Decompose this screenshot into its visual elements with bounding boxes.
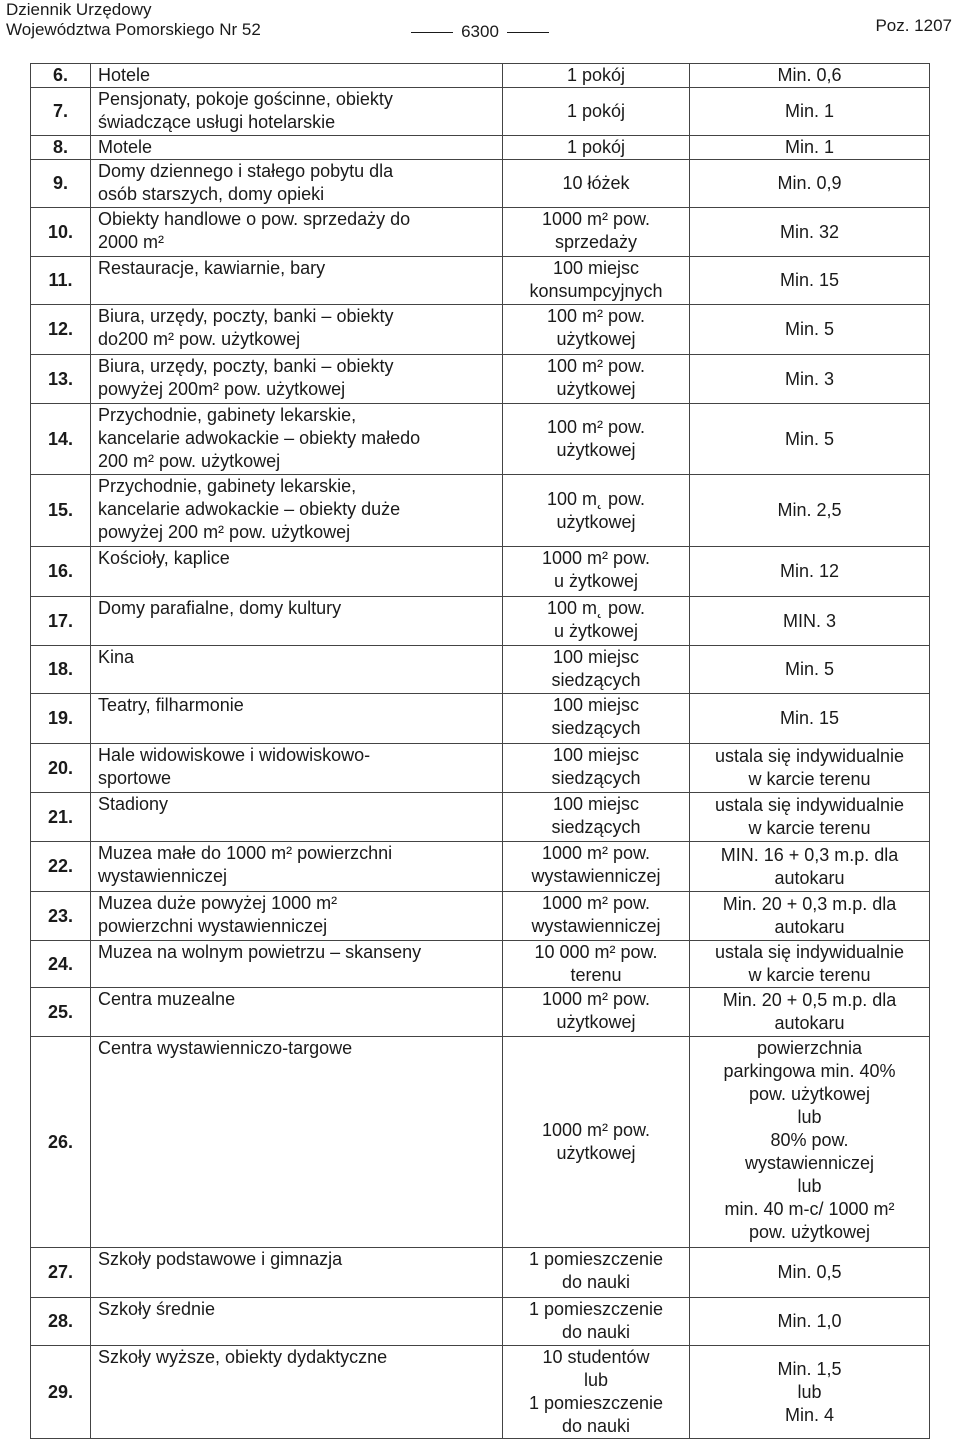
- row-reference-unit: [503, 793, 690, 842]
- row-parking-norm: [690, 1248, 930, 1298]
- table-body: [31, 64, 930, 1439]
- row-reference-unit: [503, 892, 690, 941]
- row-reference-unit-text: 1000 m² pow. sprzedaży: [541, 209, 651, 252]
- row-number: [31, 744, 91, 793]
- row-object-type-text: Kościoły, kaplice: [98, 548, 230, 568]
- row-number: [31, 475, 91, 547]
- row-parking-norm-text: Min. 20 + 0,5 m.p. dla autokaru: [722, 990, 897, 1033]
- row-reference-unit-text: 1000 m² pow. wystawienniczej: [531, 893, 661, 936]
- dash-right: [507, 32, 549, 33]
- row-parking-norm-text: Min. 1: [784, 137, 835, 157]
- row-reference-unit-text: 10 studentów lub 1 pomieszczenie do nauki: [528, 1347, 664, 1436]
- row-reference-unit: [503, 547, 690, 597]
- row-object-type: [91, 208, 503, 257]
- row-parking-norm-text: Min. 2,5: [777, 500, 842, 520]
- row-object-type-text: Pensjonaty, pokoje gościnne, obiekty świadczące usługi hotelarskie: [98, 89, 393, 132]
- table-row: [31, 160, 930, 208]
- row-object-type-text: Centra wystawienniczo-targowe: [98, 1038, 353, 1058]
- row-number: [31, 305, 91, 355]
- row-object-type-text: Muzea małe do 1000 m² powierzchni wystawienniczej: [98, 843, 393, 886]
- row-parking-norm: [690, 941, 930, 988]
- table-row: [31, 355, 930, 404]
- row-object-type: [91, 64, 503, 88]
- row-object-type-text: Szkoły podstawowe i gimnazja: [98, 1249, 343, 1269]
- row-parking-norm-text: ustala się indywidualnie w karcie terenu: [714, 942, 905, 985]
- row-reference-unit-text: 1 pomieszczenie do nauki: [528, 1299, 664, 1342]
- row-reference-unit-text: 100 m² pow. użytkowej: [546, 356, 646, 399]
- row-reference-unit-text: 100 miejsc siedzących: [551, 794, 641, 837]
- row-parking-norm-text: Min. 20 + 0,3 m.p. dla autokaru: [722, 894, 897, 937]
- row-number-text: 9.: [52, 173, 68, 193]
- row-parking-norm: [690, 160, 930, 208]
- row-object-type: [91, 1346, 503, 1439]
- table-row: [31, 1248, 930, 1298]
- row-reference-unit-text: 100 miejsc siedzących: [551, 745, 641, 788]
- row-number-text: 25.: [47, 1001, 74, 1022]
- table-row: [31, 1346, 930, 1439]
- row-parking-norm-text: Min. 5: [784, 428, 835, 449]
- row-object-type-text: Biura, urzędy, poczty, banki – obiekty do200 m² pow. użytkowej: [98, 306, 394, 349]
- row-object-type-text: Muzea na wolnym powietrzu – skanseny: [98, 942, 422, 962]
- row-number: [31, 64, 91, 88]
- row-reference-unit: [503, 305, 690, 355]
- row-reference-unit-text: 1000 m² pow. użytkowej: [541, 989, 651, 1032]
- row-number-text: 13.: [47, 368, 74, 389]
- row-reference-unit: [503, 646, 690, 694]
- row-object-type: [91, 160, 503, 208]
- journal-title-line1: Dziennik Urzędowy: [6, 0, 152, 19]
- row-object-type: [91, 305, 503, 355]
- row-object-type: [91, 1248, 503, 1298]
- row-parking-norm: [690, 744, 930, 793]
- row-number: [31, 547, 91, 597]
- row-parking-norm: [690, 1346, 930, 1439]
- page-number-block: [0, 22, 960, 42]
- table-row: [31, 988, 930, 1037]
- row-parking-norm-text: Min. 1: [784, 101, 835, 121]
- table-row: [31, 694, 930, 744]
- row-number-text: 17.: [47, 610, 74, 631]
- row-parking-norm: [690, 404, 930, 475]
- row-object-type-text: Muzea duże powyżej 1000 m² powierzchni wystawienniczej: [98, 893, 338, 936]
- row-number: [31, 941, 91, 988]
- table-row: [31, 744, 930, 793]
- row-parking-norm: [690, 475, 930, 547]
- row-number-text: 12.: [47, 319, 74, 339]
- row-object-type: [91, 842, 503, 892]
- row-number-text: 16.: [47, 561, 74, 581]
- table-row: [31, 208, 930, 257]
- row-number: [31, 597, 91, 646]
- row-number-text: 26.: [47, 1131, 74, 1152]
- row-reference-unit-text: 100 miejsc siedzących: [551, 695, 641, 738]
- row-parking-norm: [690, 1037, 930, 1248]
- row-object-type-text: Domy parafialne, domy kultury: [98, 598, 342, 618]
- row-number-text: 21.: [47, 806, 74, 827]
- row-parking-norm: [690, 597, 930, 646]
- row-reference-unit-text: 1 pomieszczenie do nauki: [528, 1249, 664, 1292]
- row-number: [31, 793, 91, 842]
- row-number: [31, 892, 91, 941]
- row-parking-norm: [690, 646, 930, 694]
- table-row: [31, 597, 930, 646]
- row-number: [31, 646, 91, 694]
- row-object-type: [91, 892, 503, 941]
- row-parking-norm: [690, 305, 930, 355]
- row-number-text: 24.: [47, 953, 74, 974]
- row-reference-unit: [503, 1248, 690, 1298]
- row-object-type: [91, 355, 503, 404]
- row-reference-unit: [503, 88, 690, 136]
- row-object-type-text: Biura, urzędy, poczty, banki – obiekty powyżej 200m² pow. użytkowej: [98, 356, 394, 399]
- row-object-type: [91, 941, 503, 988]
- row-parking-norm: [690, 208, 930, 257]
- row-object-type: [91, 88, 503, 136]
- row-number: [31, 88, 91, 136]
- row-object-type: [91, 988, 503, 1037]
- row-number-text: 7.: [52, 101, 68, 121]
- row-parking-norm: [690, 355, 930, 404]
- row-object-type: [91, 1298, 503, 1346]
- row-object-type-text: Przychodnie, gabinety lekarskie, kancelarie adwokackie – obiekty duże powyżej 200 m² pow. użytkowej: [98, 476, 401, 542]
- row-reference-unit: [503, 1346, 690, 1439]
- row-number-text: 18.: [47, 659, 74, 679]
- row-object-type-text: Stadiony: [98, 794, 169, 814]
- row-number: [31, 257, 91, 305]
- row-reference-unit: [503, 208, 690, 257]
- row-parking-norm: [690, 892, 930, 941]
- table-row: [31, 1037, 930, 1248]
- row-number-text: 14.: [47, 428, 74, 449]
- row-reference-unit: [503, 1298, 690, 1346]
- row-parking-norm-text: Min. 15: [779, 270, 840, 290]
- row-parking-norm-text: Min. 0,5: [777, 1262, 842, 1282]
- row-number: [31, 136, 91, 160]
- row-object-type-text: Obiekty handlowe o pow. sprzedaży do 2000 m²: [98, 209, 411, 252]
- row-number: [31, 1037, 91, 1248]
- row-parking-norm-text: ustala się indywidualnie w karcie terenu: [714, 795, 905, 838]
- row-number-text: 29.: [47, 1381, 74, 1402]
- row-number: [31, 694, 91, 744]
- row-parking-norm: [690, 88, 930, 136]
- row-parking-norm-text: Min. 5: [784, 659, 835, 679]
- row-reference-unit: [503, 842, 690, 892]
- table-row: [31, 404, 930, 475]
- table-row: [31, 64, 930, 88]
- row-parking-norm: [690, 988, 930, 1037]
- row-object-type-text: Motele: [98, 137, 153, 157]
- row-reference-unit: [503, 1037, 690, 1248]
- table-row: [31, 475, 930, 547]
- row-parking-norm: [690, 547, 930, 597]
- row-reference-unit-text: 1 pokój: [566, 137, 626, 157]
- row-parking-norm-text: Min. 1,0: [777, 1311, 842, 1331]
- row-reference-unit-text: 100 m² pow. użytkowej: [546, 306, 646, 349]
- row-parking-norm: [690, 64, 930, 88]
- row-parking-norm-text: MIN. 16 + 0,3 m.p. dla autokaru: [720, 844, 899, 888]
- row-parking-norm-text: Min. 0,6: [777, 65, 842, 85]
- row-object-type-text: Hotele: [98, 65, 151, 85]
- journal-title-line2: Województwa Pomorskiego Nr 52: [6, 20, 261, 39]
- row-parking-norm-text: Min. 3: [784, 368, 835, 389]
- table-row: [31, 1298, 930, 1346]
- row-reference-unit: [503, 475, 690, 547]
- row-parking-norm: [690, 842, 930, 892]
- row-object-type-text: Szkoły średnie: [98, 1299, 216, 1319]
- row-object-type-text: Kina: [98, 647, 135, 667]
- row-reference-unit-text: 1000 m² pow. użytkowej: [541, 1120, 651, 1163]
- row-number-text: 15.: [47, 500, 74, 520]
- row-reference-unit: [503, 355, 690, 404]
- row-number: [31, 404, 91, 475]
- row-reference-unit-text: 1 pokój: [566, 101, 626, 121]
- row-number: [31, 208, 91, 257]
- row-reference-unit: [503, 694, 690, 744]
- row-object-type: [91, 597, 503, 646]
- row-reference-unit: [503, 136, 690, 160]
- row-reference-unit-text: 1000 m² pow. u żytkowej: [541, 548, 651, 591]
- table-row: [31, 88, 930, 136]
- table-row: [31, 547, 930, 597]
- row-number-text: 11.: [48, 270, 73, 290]
- page-number: 6300: [461, 22, 499, 41]
- row-reference-unit-text: 100 m˛ pow. użytkowej: [546, 488, 646, 532]
- row-object-type-text: Szkoły wyższe, obiekty dydaktyczne: [98, 1347, 388, 1367]
- row-number-text: 6.: [52, 65, 68, 85]
- parking-norms-table: [30, 63, 930, 1439]
- row-object-type: [91, 793, 503, 842]
- row-parking-norm-text: Min. 12: [779, 561, 840, 581]
- table-row: [31, 257, 930, 305]
- row-object-type-text: Domy dziennego i stałego pobytu dla osób starszych, domy opieki: [98, 161, 394, 204]
- row-number: [31, 355, 91, 404]
- row-parking-norm-text: powierzchnia parkingowa min. 40% pow. użytkowej lub 80% pow. wystawienniczej lub min. 40 m-c/ 1000 m² pow. użytkowej: [723, 1038, 896, 1242]
- row-object-type: [91, 475, 503, 547]
- row-object-type: [91, 136, 503, 160]
- row-number: [31, 988, 91, 1037]
- row-parking-norm: [690, 257, 930, 305]
- row-reference-unit: [503, 744, 690, 793]
- row-reference-unit-text: 100 miejsc siedzących: [551, 647, 641, 690]
- row-number: [31, 1298, 91, 1346]
- row-number-text: 20.: [47, 757, 74, 778]
- table-row: [31, 646, 930, 694]
- row-parking-norm-text: MIN. 3: [782, 610, 836, 631]
- row-number-text: 10.: [47, 221, 74, 242]
- row-parking-norm-text: Min. 0,9: [777, 173, 842, 193]
- table-row: [31, 136, 930, 160]
- row-number-text: 23.: [47, 905, 74, 926]
- row-reference-unit-text: 100 miejsc konsumpcyjnych: [529, 258, 663, 301]
- row-number-text: 19.: [47, 708, 74, 728]
- row-reference-unit: [503, 257, 690, 305]
- row-reference-unit: [503, 597, 690, 646]
- row-object-type-text: Restauracje, kawiarnie, bary: [98, 258, 326, 278]
- dash-left: [411, 32, 453, 33]
- row-reference-unit-text: 1000 m² pow. wystawienniczej: [531, 843, 661, 886]
- row-parking-norm: [690, 1298, 930, 1346]
- row-number-text: 8.: [52, 137, 68, 157]
- row-reference-unit-text: 10 000 m² pow. terenu: [534, 942, 658, 985]
- row-object-type: [91, 694, 503, 744]
- row-number: [31, 160, 91, 208]
- row-object-type: [91, 404, 503, 475]
- row-object-type: [91, 744, 503, 793]
- row-number: [31, 1248, 91, 1298]
- row-reference-unit: [503, 941, 690, 988]
- table-row: [31, 892, 930, 941]
- row-parking-norm-text: Min. 15: [779, 708, 840, 728]
- table-row: [31, 305, 930, 355]
- row-object-type-text: Teatry, filharmonie: [98, 695, 244, 715]
- row-parking-norm-text: Min. 1,5 lub Min. 4: [777, 1358, 842, 1425]
- row-parking-norm-text: Min. 5: [784, 319, 835, 339]
- row-reference-unit-text: 10 łóżek: [562, 173, 630, 193]
- table-row: [31, 793, 930, 842]
- table-row: [31, 842, 930, 892]
- row-object-type: [91, 257, 503, 305]
- row-reference-unit: [503, 988, 690, 1037]
- row-object-type: [91, 1037, 503, 1248]
- row-object-type-text: Centra muzealne: [98, 989, 236, 1009]
- row-reference-unit: [503, 404, 690, 475]
- row-number-text: 22.: [47, 856, 74, 876]
- row-parking-norm: [690, 136, 930, 160]
- row-object-type: [91, 547, 503, 597]
- row-reference-unit-text: 1 pokój: [566, 65, 626, 85]
- table-row: [31, 941, 930, 988]
- row-reference-unit-text: 100 m˛ pow. u żytkowej: [546, 598, 646, 641]
- row-reference-unit: [503, 64, 690, 88]
- row-parking-norm-text: ustala się indywidualnie w karcie terenu: [714, 746, 905, 789]
- row-reference-unit-text: 100 m² pow. użytkowej: [546, 417, 646, 460]
- row-object-type: [91, 646, 503, 694]
- row-parking-norm-text: Min. 32: [779, 221, 840, 242]
- row-parking-norm: [690, 694, 930, 744]
- row-object-type-text: Hale widowiskowe i widowiskowo- sportowe: [98, 745, 371, 788]
- row-reference-unit: [503, 160, 690, 208]
- position-label: Poz. 1207: [875, 16, 952, 35]
- row-parking-norm: [690, 793, 930, 842]
- row-number: [31, 842, 91, 892]
- row-object-type-text: Przychodnie, gabinety lekarskie, kancelarie adwokackie – obiekty małedo 200 m² pow. użytkowej: [98, 405, 421, 471]
- row-number: [31, 1346, 91, 1439]
- row-number-text: 27.: [47, 1262, 74, 1282]
- row-number-text: 28.: [47, 1311, 74, 1331]
